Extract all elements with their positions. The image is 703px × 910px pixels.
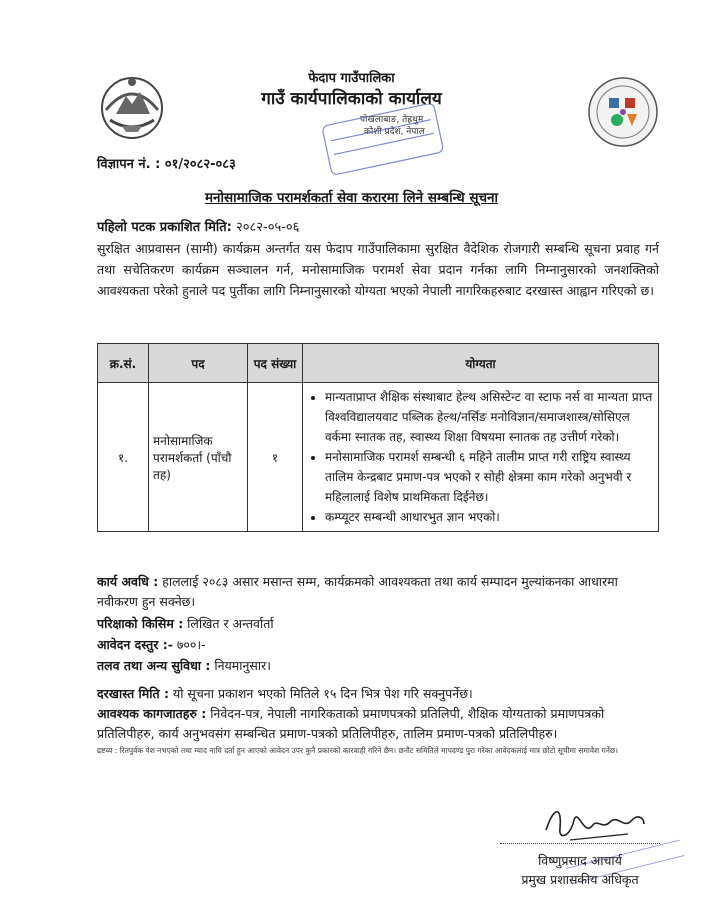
cell-post: मनोसामाजिक परामर्शकर्ता (पाँचौ तह) [149,383,248,532]
footnote: द्रष्टव्य : रितपुर्वक पेश नभएको तथा म्याद नाघि दर्ता हुन आएको आवेदन उपर कुनै प्रकारको कारवाही गरिने छैन। छनौट समितिले मापदण्ड पुरा गरेका आवेदकलाई मात्र छोटो सूचीमा समावेश गर्नेछ। [97,746,618,755]
publish-date-label: पहिलो पटक प्रकाशित मिति: [97,220,232,235]
salary-benefits-text: नियमानुसार। [210,658,271,673]
salary-benefits [97,656,659,676]
intro-paragraph: सुरक्षित आप्रवासन (सामी) कार्यक्रम अन्तर्गत यस फेदाप गाउँपालिकामा सुरक्षित वैदेशिक रोजगारी सम्बन्धि सूचना प्रवाह गर्न तथा सचेतिकरण कार्यक्रम सञ्चालन गर्न, मनोसामाजिक परामर्श सेवा प्रदान गर्नका लागि निम्नानुसारको जनशक्तिको आवश्यकता परेको हुनाले पद पुर्तीका लागि निम्नानुसारको योग्यता भएको नेपाली नागरिकहरुबाट दरखास्त आह्वान गरिएको छ। [97,241,659,298]
salary-benefits-label: तलव तथा अन्य सुविधा : [97,658,211,673]
col-header-post: पद [149,344,248,383]
exam-type-text: लिखित र अन्तर्वार्ता [183,616,274,631]
exam-type-label: परिक्षाको किसिम : [97,616,184,631]
ad-number: विज्ञापन नं. : ०१/२०८२-०८३ [97,157,236,172]
header-line4: कोशी प्रदेश, नेपाल [364,127,425,137]
qualification-item: • मान्यताप्राप्त शैक्षिक संस्थाबाट हेल्थ असिस्टेन्ट वा स्टाफ नर्स वा मान्यता प्राप्त विश्वविद्यालयवाट पब्लिक हेल्थ/नर्सिङ मनोविज्ञान/समाजशास्त्र/सोसिएल वर्कमा स्नातक तह, स्वास्थ्य शिक्षा विषयमा स्नातक तह उत्तीर्ण गरेको। [325,387,654,447]
office-stamp [318,104,448,176]
col-header-qualification: योग्यता [303,344,659,383]
col-header-sn: क्र.सं. [98,344,149,383]
table-row [98,383,659,532]
cell-count: १ [248,383,303,532]
work-duration [97,572,659,612]
required-documents-label: आवश्यक कागजातहरु : [97,706,207,721]
exam-type [97,614,659,634]
publish-date [97,217,299,235]
col-header-count: पद संख्या [248,344,303,383]
application-date-label: दरखास्त मिति : [97,686,169,701]
qualification-table [97,343,659,532]
cell-sn: १. [98,383,149,532]
qualification-list [307,387,654,527]
header-line1: फेदाप गाउँपालिका [308,71,395,86]
header-line3: पोखलाबाङ, तेह्रथुम [360,115,424,125]
table-header-row [98,344,659,383]
application-fee-text: ७००।- [172,637,206,652]
header-office-name: गाउँ कार्यपालिकाको कार्यालय [261,89,442,109]
signature-line [500,843,660,844]
notice-title: मनोसामाजिक परामर्शकर्ता सेवा करारमा लिने सम्बन्धि सूचना [204,190,499,206]
signatory-name: विष्णुप्रसाद आचार्य [538,853,622,868]
qualification-item: • मनोसामाजिक परामर्श सम्बन्धी ६ महिने तालीम प्राप्त गरी राष्ट्रिय स्वास्थ्य तालिम केन्द्रबाट प्रमाण-पत्र भएको र सोही क्षेत्रमा काम गरेको अनुभवी र महिलालाई विशेष प्राथमिकता दिईनेछ। [325,447,654,507]
required-documents-text: निवेदन-पत्र, नेपाली नागरिकताको प्रमाणपत्रको प्रतिलिपी, शैक्षिक योग्यताको प्रमाणपत्रको प्रतिलिपीहरु, कार्य अनुभवसंग सम्बन्धित प्रमाण-पत्रको प्रतिलिपीहरु, तालिम प्रमाण-पत्रको प्रतिलिपीहरु। [97,706,605,741]
signatory-title: प्रमुख प्रशासकीय अधिकृत [521,872,639,887]
application-date-text: यो सूचना प्रकाशन भएको मितिले १५ दिन भित्र पेश गरि सक्नुपर्नेछ। [168,686,473,701]
cell-qualifications [303,383,659,532]
application-fee [97,635,659,655]
publish-date-value: २०८२-०५-०६ [235,220,300,235]
work-duration-label: कार्य अवधि : [97,574,159,589]
qualification-item: • कम्प्यूटर सम्बन्धी आधारभुत ज्ञान भएको। [325,507,654,527]
application-fee-label: आवेदन दस्तुर :- [97,637,173,652]
work-duration-text: हाललाई २०८३ असार मसान्त सम्म, कार्यक्रमको आवश्यकता तथा कार्य सम्पादन मुल्यांकनका आधारमा नवीकरण हुन सक्नेछ। [97,574,618,609]
application-date [97,684,659,704]
required-documents [97,704,659,744]
